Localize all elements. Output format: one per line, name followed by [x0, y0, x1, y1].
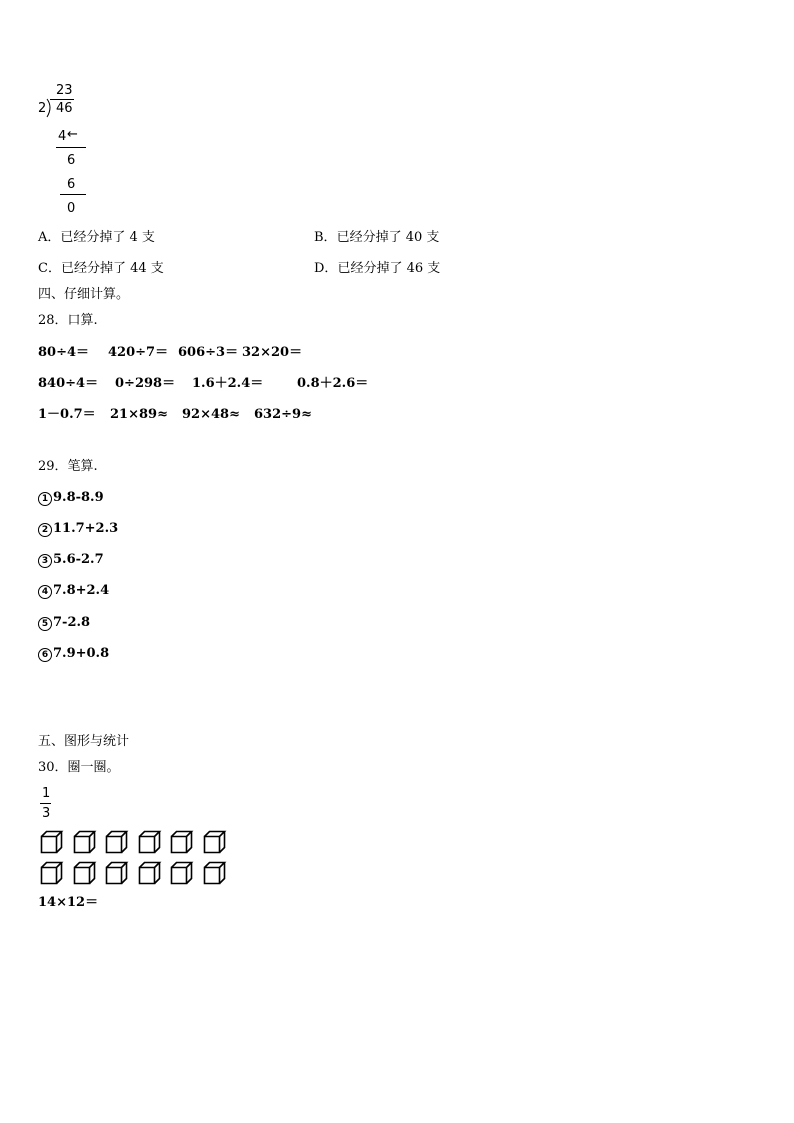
multiplication-expr: 14×12＝ [38, 895, 99, 910]
written-calc-4 [38, 583, 109, 599]
circled-number: 5 [38, 617, 52, 631]
written-calc-3 [38, 552, 104, 568]
cube-icon[interactable] [138, 830, 162, 854]
written-calc-expr: 7.9+0.8 [53, 646, 110, 661]
written-calc-expr: 7-2.8 [53, 615, 91, 630]
calc-item: 632÷9≈ [254, 407, 312, 422]
choice-b[interactable] [314, 230, 439, 246]
fraction-numerator: 1 [42, 786, 51, 801]
cube-icon[interactable] [170, 861, 194, 885]
division-bracket [46, 98, 54, 118]
cube-icon[interactable] [170, 830, 194, 854]
circled-number: 4 [38, 585, 52, 599]
arrow-left-icon: ← [67, 127, 78, 142]
circled-number: 6 [38, 648, 52, 662]
circled-number: 1 [38, 492, 52, 506]
written-calc-expr: 5.6-2.7 [53, 552, 104, 567]
cube-icon[interactable] [105, 830, 129, 854]
calc-item: 606÷3＝ [178, 345, 239, 360]
section-4-title: 四、仔细计算。 [38, 287, 130, 302]
cube-icon[interactable] [40, 861, 64, 885]
written-calc-5 [38, 615, 90, 631]
choice-d-text: 已经分掉了 46 支 [337, 261, 441, 276]
written-calc-expr: 11.7+2.3 [53, 521, 119, 536]
written-calc-6 [38, 646, 109, 662]
choice-d[interactable] [314, 261, 440, 277]
division-divisor: 2 [38, 101, 47, 116]
choice-b-letter: B． [314, 230, 337, 245]
choice-c[interactable] [38, 261, 164, 277]
question-28-title: 28．口算. [38, 313, 98, 328]
cube-icon[interactable] [138, 861, 162, 885]
division-step1: 4 [58, 129, 67, 144]
calc-item: 0÷298＝ [115, 376, 176, 391]
fraction-bar [40, 803, 51, 804]
division-quotient: 23 [56, 83, 73, 98]
choice-a-text: 已经分掉了 4 支 [60, 230, 155, 245]
calc-row-3 [38, 407, 398, 423]
fraction-denominator: 3 [42, 806, 51, 821]
choice-c-text: 已经分掉了 44 支 [60, 261, 164, 276]
calc-row-1 [38, 345, 398, 361]
cube-icon[interactable] [73, 861, 97, 885]
calc-item: 21×89≈ [110, 407, 168, 422]
calc-item: 840÷4＝ [38, 376, 99, 391]
calc-row-2 [38, 376, 398, 392]
cube-icon[interactable] [203, 861, 227, 885]
choice-a[interactable] [38, 230, 155, 246]
calc-item: 1.6＋2.4＝ [192, 376, 264, 391]
division-dividend: 46 [56, 101, 73, 116]
calc-item: 0.8＋2.6＝ [297, 376, 369, 391]
calc-item: 92×48≈ [182, 407, 240, 422]
division-step2: 6 [67, 153, 76, 168]
choice-a-letter: A． [38, 230, 61, 245]
cube-icon[interactable] [203, 830, 227, 854]
written-calc-2 [38, 521, 118, 537]
circled-number: 2 [38, 523, 52, 537]
choice-d-letter: D． [314, 261, 338, 276]
written-calc-expr: 9.8-8.9 [53, 490, 104, 505]
question-29-title: 29．笔算. [38, 459, 98, 474]
cube-icon[interactable] [105, 861, 129, 885]
section-5-title: 五、图形与统计 [38, 734, 130, 749]
question-30-title: 30．圈一圈。 [38, 760, 120, 775]
written-calc-expr: 7.8+2.4 [53, 583, 110, 598]
division-line-1 [56, 147, 86, 148]
cube-icon[interactable] [40, 830, 64, 854]
cube-icon[interactable] [73, 830, 97, 854]
calc-item: 32×20＝ [242, 345, 303, 360]
calc-item: 1－0.7＝ [38, 407, 96, 422]
division-remainder: 0 [67, 201, 76, 216]
division-line-2 [60, 194, 86, 195]
calc-item: 420÷7＝ [108, 345, 169, 360]
division-step3: 6 [67, 177, 76, 192]
choice-c-letter: C． [38, 261, 61, 276]
calc-item: 80÷4＝ [38, 345, 90, 360]
written-calc-1 [38, 490, 104, 506]
choice-b-text: 已经分掉了 40 支 [336, 230, 440, 245]
circled-number: 3 [38, 554, 52, 568]
